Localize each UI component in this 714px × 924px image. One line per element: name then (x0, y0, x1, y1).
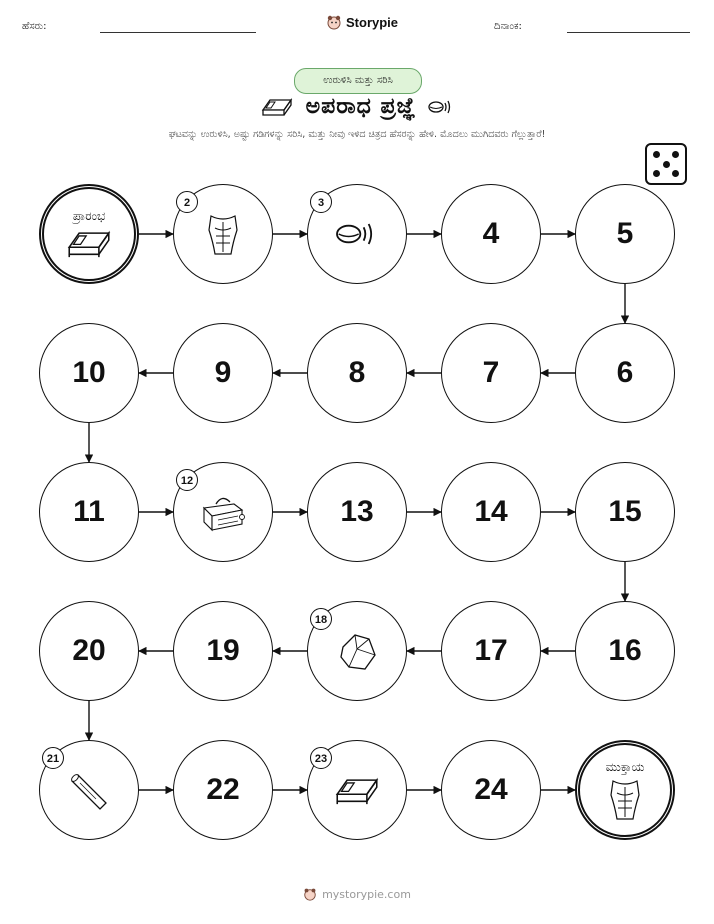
finish-space[interactable] (575, 740, 675, 840)
activity-pill: ಉರುಳಿಸಿ ಮತ್ತು ಸರಿಸಿ (294, 68, 422, 94)
board-space[interactable] (39, 323, 139, 423)
board-space[interactable] (575, 184, 675, 284)
log-icon (66, 767, 112, 813)
board-space[interactable] (39, 462, 139, 562)
board-space[interactable] (307, 462, 407, 562)
footer-url[interactable]: mystorypie.com (322, 887, 411, 901)
space-number: 6 (616, 356, 634, 389)
board-space[interactable] (441, 740, 541, 840)
space-number: 19 (206, 634, 240, 667)
board-space[interactable] (173, 601, 273, 701)
toolbox-icon (198, 490, 248, 534)
torso-icon (203, 212, 243, 256)
space-number: 5 (616, 217, 634, 250)
board-space[interactable] (173, 740, 273, 840)
board-space[interactable] (441, 601, 541, 701)
space-number-badge: 2 (176, 191, 198, 213)
name-label: ಹೆಸರು: (22, 21, 47, 32)
board-space[interactable] (441, 462, 541, 562)
space-number: 15 (608, 495, 642, 528)
space-number: 10 (72, 356, 106, 389)
board-space[interactable] (575, 323, 675, 423)
space-number: 8 (348, 356, 366, 389)
rock-icon (335, 629, 379, 673)
space-number-badge: 12 (176, 469, 198, 491)
board-space[interactable] (173, 323, 273, 423)
page-title: ಅಪರಾಧ ಪ್ರಜ್ಞೆ (305, 94, 417, 119)
start-label: ಪ್ರಾರಂಭ (72, 208, 106, 223)
space-number-badge: 21 (42, 747, 64, 769)
board-space[interactable] (575, 601, 675, 701)
storypie-mascot-icon (303, 887, 317, 901)
space-number: 17 (474, 634, 508, 667)
torso-icon (605, 777, 645, 821)
space-number: 11 (73, 495, 105, 528)
board-space[interactable] (575, 462, 675, 562)
finish-label: ಮುಕ್ತಾಯ (605, 759, 645, 774)
space-number: 13 (340, 495, 374, 528)
start-space[interactable] (39, 184, 139, 284)
space-number-badge: 3 (310, 191, 332, 213)
mouth-speaking-icon (333, 219, 381, 249)
board-space[interactable] (307, 323, 407, 423)
board-space[interactable] (441, 184, 541, 284)
space-number: 4 (482, 217, 500, 250)
space-number: 7 (482, 356, 500, 389)
space-number: 9 (214, 356, 232, 389)
footer (0, 887, 714, 901)
space-number-badge: 18 (310, 608, 332, 630)
date-label: ದಿನಾಂಕ: (494, 21, 522, 32)
space-number-badge: 23 (310, 747, 332, 769)
space-number: 24 (474, 773, 508, 806)
brand-name: Storypie (346, 14, 399, 30)
bed-icon (333, 773, 381, 807)
space-number: 16 (608, 634, 642, 667)
space-number: 22 (206, 773, 240, 806)
space-number: 14 (474, 495, 508, 528)
bed-icon (65, 226, 113, 260)
space-number: 20 (72, 634, 106, 667)
board-space[interactable] (441, 323, 541, 423)
board-space[interactable] (39, 601, 139, 701)
instructions: ಘಟವನ್ನು ಉರುಳಿಸಿ, ಅಷ್ಟು ಗಡಿಗಳನ್ನು ಸರಿಸಿ, ಮತ್ತು ನೀವು ಇಳಿದ ಚಿತ್ರದ ಹೆಸರನ್ನು ಹೇಳಿ. ಮೊದಲು ಮುಗಿದವರು ಗೆಲ್ಲುತ್ತಾರೆ! (168, 129, 546, 140)
